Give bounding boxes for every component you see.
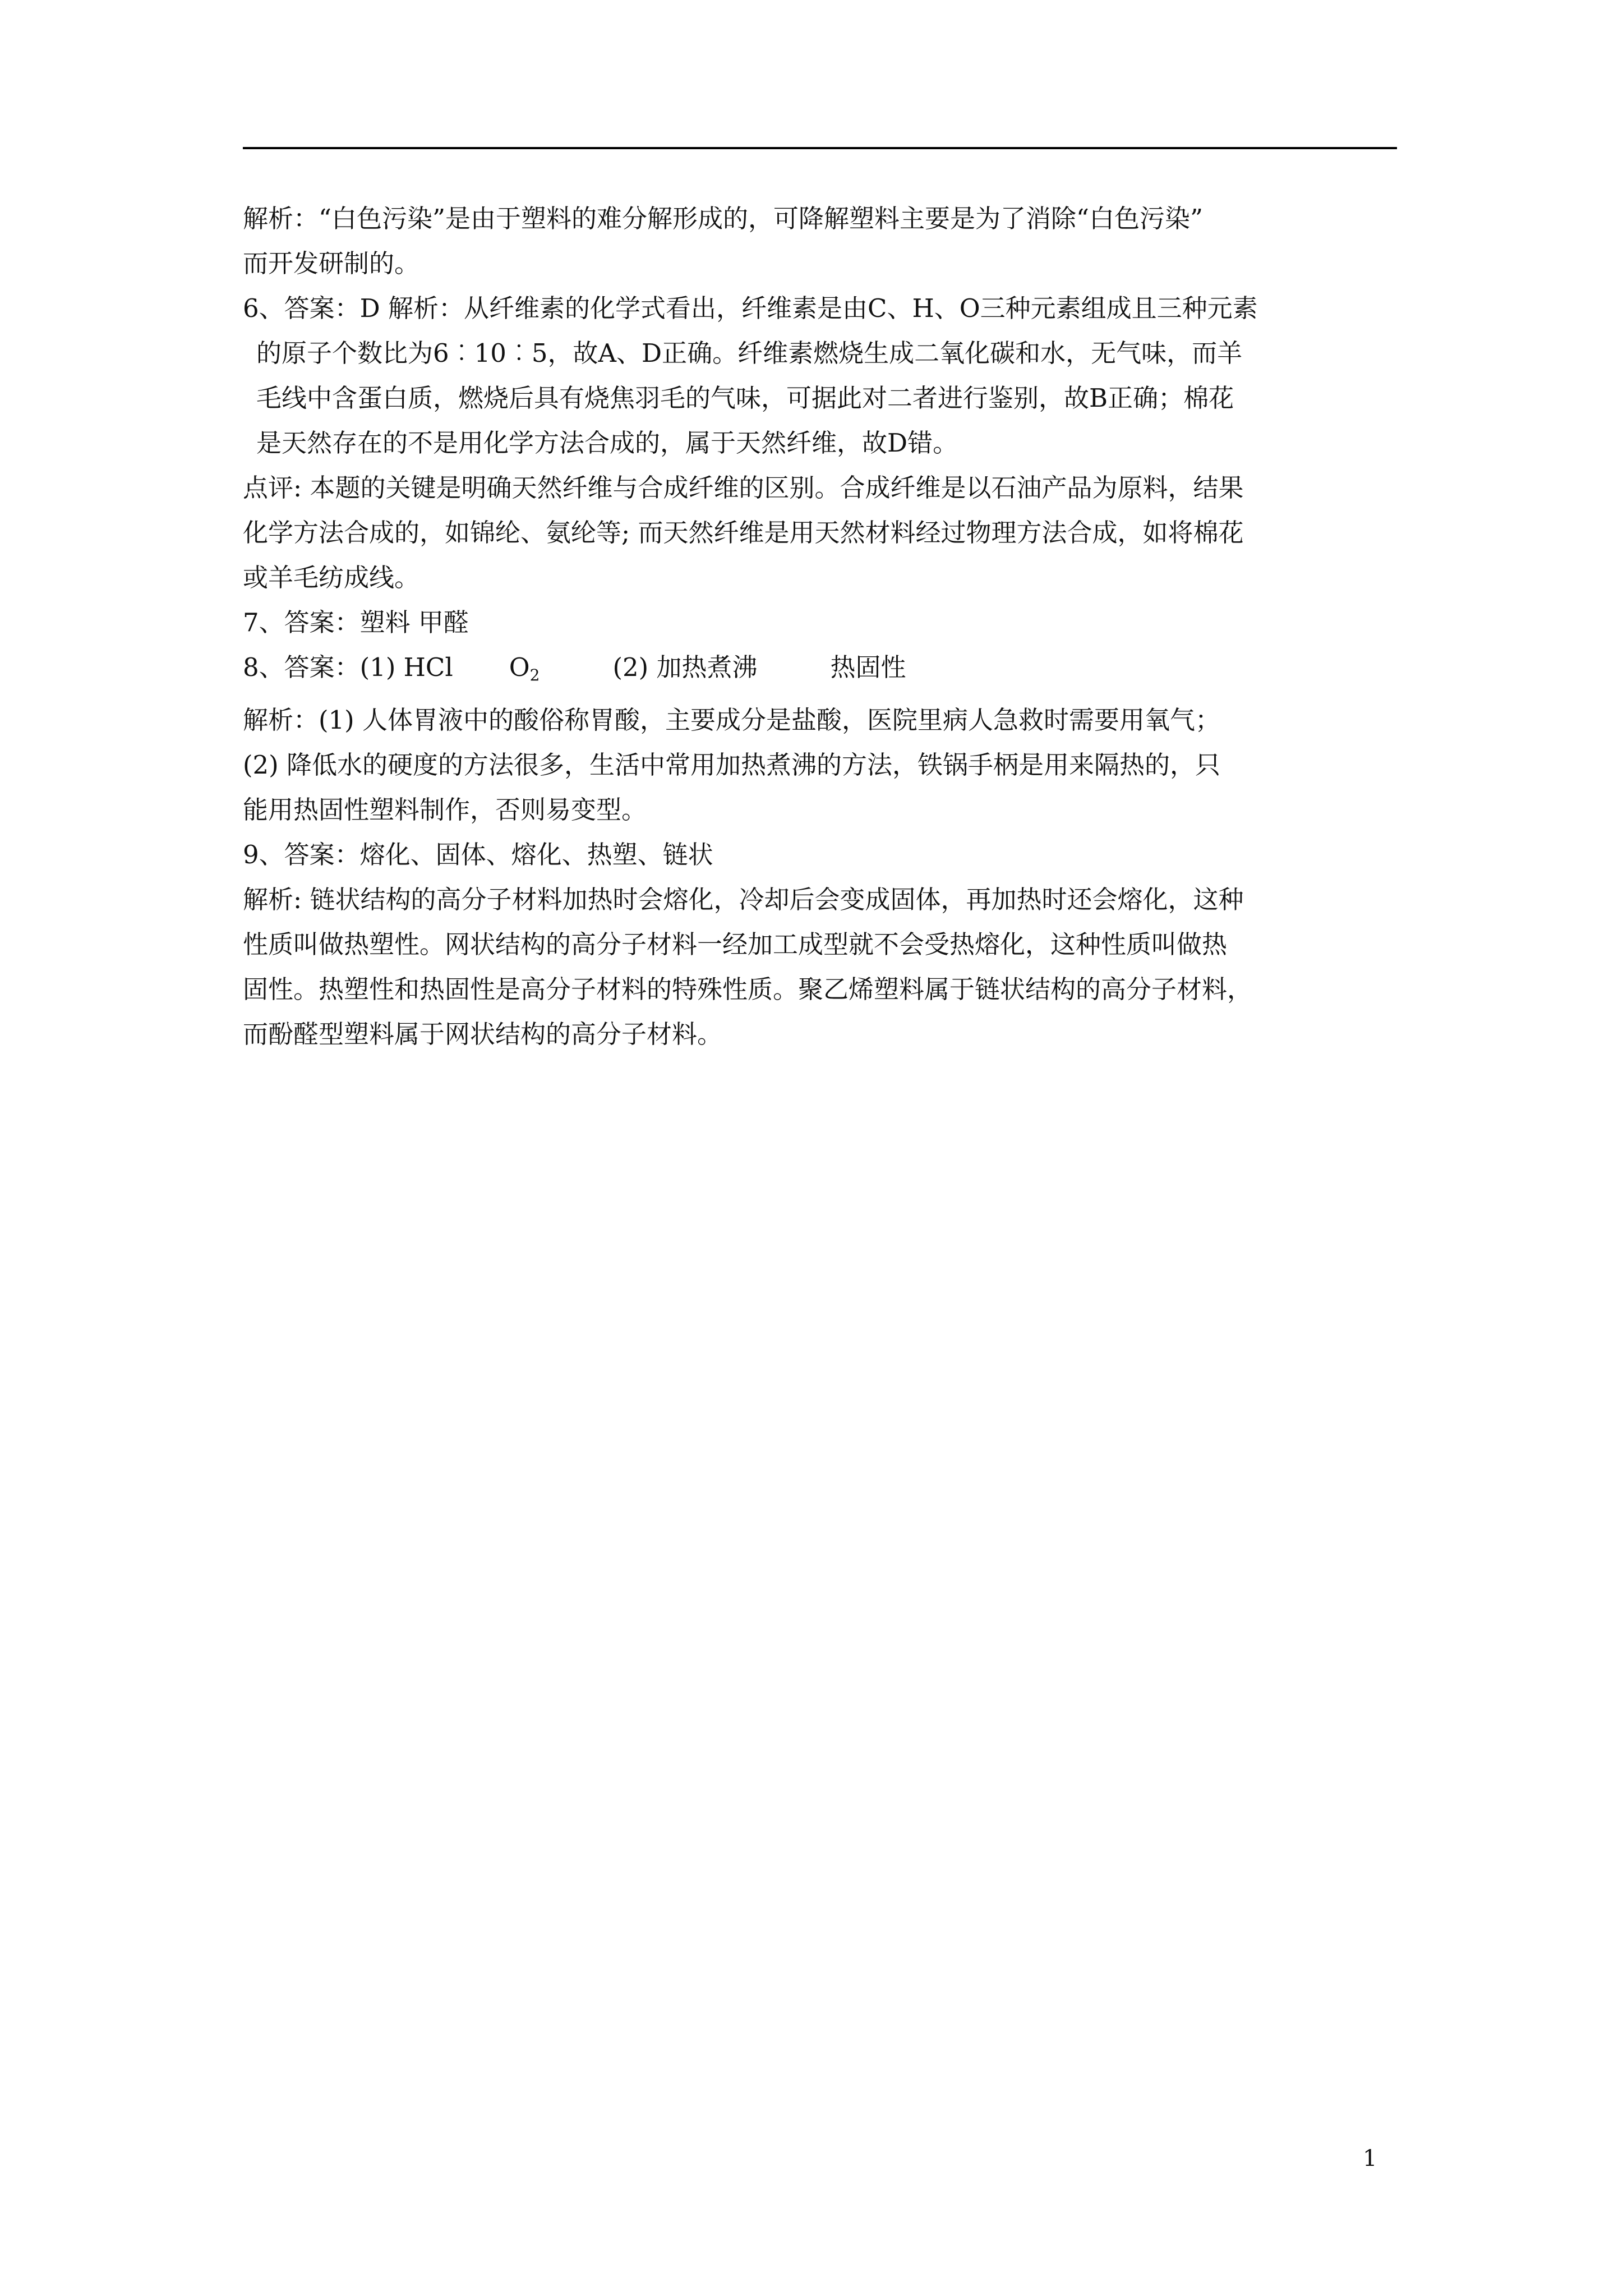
analysis-8-line-3: 能用热固性塑料制作，否则易变型。 — [243, 795, 647, 825]
answer-6-line-1: 6、答案：D 解析：从纤维素的化学式看出，纤维素是由C、H、O三种元素组成且三种元素 — [243, 293, 1258, 323]
analysis-white-pollution-line-1: 解析：“白色污染”是由于塑料的难分解形成的，可降解塑料主要是为了消除“白色污染” — [243, 204, 1204, 233]
oxygen-subscript: 2 — [529, 666, 540, 684]
analysis-9-line-4: 而酚醛型塑料属于网状结构的高分子材料。 — [243, 1019, 723, 1049]
answer-8-part-1: 8、答案：(1) HCl — [243, 652, 453, 682]
analysis-9-line-3: 固性。热塑性和热固性是高分子材料的特殊性质。聚乙烯塑料属于链状结构的高分子材料， — [243, 974, 1253, 1004]
page-number: 1 — [1363, 2146, 1377, 2171]
analysis-8-line-1: 解析：(1) 人体胃液中的酸俗称胃酸，主要成分是盐酸，医院里病人急救时需要用氧气； — [243, 705, 1221, 735]
answer-6-line-2: 的原子个数比为6︰10︰5，故A、D正确。纤维素燃烧生成二氧化碳和水，无气味，而羊 — [256, 338, 1243, 368]
answer-8-oxygen — [509, 645, 540, 698]
answer-9-line: 9、答案：熔化、固体、熔化、热塑、链状 — [243, 840, 713, 869]
oxygen-symbol: O — [509, 652, 530, 682]
answer-8-part-2: (2) 加热煮沸 — [612, 652, 758, 682]
answer-6-line-3: 毛线中含蛋白质，燃烧后具有烧焦羽毛的气味，可据此对二者进行鉴别，故B正确；棉花 — [256, 383, 1234, 413]
document-body — [243, 196, 1397, 1057]
analysis-8-line-2: (2) 降低水的硬度的方法很多，生活中常用加热煮沸的方法，铁锅手柄是用来隔热的，只 — [243, 750, 1221, 780]
analysis-9-line-2: 性质叫做热塑性。网状结构的高分子材料一经加工成型就不会受热熔化，这种性质叫做热 — [243, 930, 1228, 959]
comment-line-2: 化学方法合成的，如锦纶、氨纶等; 而天然纤维是用天然材料经过物理方法合成，如将棉花 — [243, 518, 1244, 547]
answer-7-line: 7、答案：塑料 甲醛 — [243, 608, 469, 637]
analysis-white-pollution-line-2: 而开发研制的。 — [243, 249, 420, 278]
header-rule — [243, 147, 1397, 149]
answer-8-part-3: 热固性 — [830, 652, 906, 682]
comment-line-1: 点评: 本题的关键是明确天然纤维与合成纤维的区别。合成纤维是以石油产品为原料，结果 — [243, 473, 1244, 503]
analysis-9-line-1: 解析: 链状结构的高分子材料加热时会熔化，冷却后会变成固体，再加热时还会熔化，这种 — [243, 885, 1244, 914]
answer-6-line-4: 是天然存在的不是用化学方法合成的，属于天然纤维，故D错。 — [256, 428, 958, 458]
answer-8-line — [243, 645, 1397, 698]
comment-line-3: 或羊毛纺成线。 — [243, 563, 420, 592]
